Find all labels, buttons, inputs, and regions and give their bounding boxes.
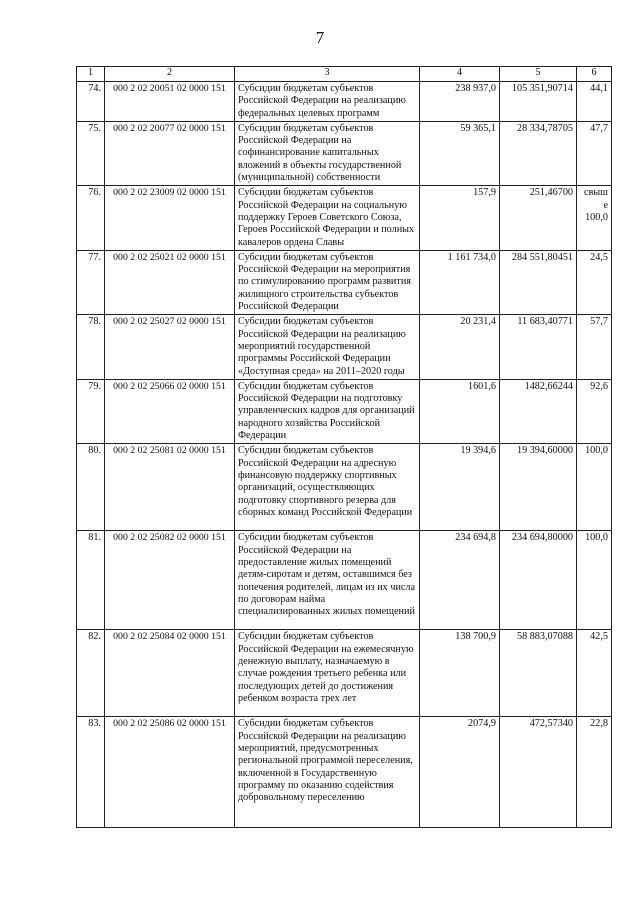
- execution-percent: свыше 100,0: [577, 186, 612, 250]
- budget-code: 000 2 02 20051 02 0000 151: [105, 82, 235, 122]
- budget-code: 000 2 02 23009 02 0000 151: [105, 186, 235, 250]
- actual-amount: 11 683,40771: [500, 315, 577, 379]
- execution-percent: 42,5: [577, 630, 612, 717]
- row-number: 83.: [77, 717, 105, 828]
- table-row: [77, 82, 612, 122]
- actual-amount: 234 694,80000: [500, 531, 577, 630]
- execution-percent: 92,6: [577, 379, 612, 443]
- row-number: 75.: [77, 121, 105, 185]
- execution-percent: 44,1: [577, 82, 612, 122]
- row-number: 81.: [77, 531, 105, 630]
- actual-amount: 28 334,78705: [500, 121, 577, 185]
- subsidy-name: Субсидии бюджетам субъектов Российской Федерации на мероприятия по стимулированию программ развития жилищного строительства субъектов Российской Федерации: [235, 250, 420, 314]
- page-number: 7: [315, 28, 325, 47]
- budget-code: 000 2 02 25066 02 0000 151: [105, 379, 235, 443]
- budget-code: 000 2 02 20077 02 0000 151: [105, 121, 235, 185]
- execution-percent: 100,0: [577, 531, 612, 630]
- subsidy-name: Субсидии бюджетам субъектов Российской Федерации на подготовку управленческих кадров для организаций народного хозяйства Российской Федерации: [235, 379, 420, 443]
- subsidy-name: Субсидии бюджетам субъектов Российской Федерации на предоставление жилых помещений детям-сиротам и детям, оставшимся без попечения родителей, лицам из их числа по договорам найма специализированных жилых помещений: [235, 531, 420, 630]
- execution-percent: 57,7: [577, 315, 612, 379]
- table-row: [77, 444, 612, 531]
- planned-amount: 238 937,0: [420, 82, 500, 122]
- header-col-3: 3: [235, 67, 420, 82]
- planned-amount: 2074,9: [420, 717, 500, 828]
- budget-table: [76, 66, 612, 828]
- actual-amount: 472,57340: [500, 717, 577, 828]
- actual-amount: 251,46700: [500, 186, 577, 250]
- planned-amount: 157,9: [420, 186, 500, 250]
- header-col-6: 6: [577, 67, 612, 82]
- actual-amount: 105 351,90714: [500, 82, 577, 122]
- subsidy-name: Субсидии бюджетам субъектов Российской Федерации на ежемесячную денежную выплату, назначаемую в случае рождения третьего ребенка или последующих детей до достижения ребенком возраста трех лет: [235, 630, 420, 717]
- budget-code: 000 2 02 25086 02 0000 151: [105, 717, 235, 828]
- row-number: 78.: [77, 315, 105, 379]
- execution-percent: 22,8: [577, 717, 612, 828]
- budget-code: 000 2 02 25027 02 0000 151: [105, 315, 235, 379]
- row-number: 82.: [77, 630, 105, 717]
- planned-amount: 19 394,6: [420, 444, 500, 531]
- execution-percent: 100,0: [577, 444, 612, 531]
- actual-amount: 284 551,80451: [500, 250, 577, 314]
- execution-percent: 47,7: [577, 121, 612, 185]
- subsidy-name: Субсидии бюджетам субъектов Российской Федерации на адресную финансовую поддержку спортивных организаций, осуществляющих подготовку спортивного резерва для сборных команд Российской Федерации: [235, 444, 420, 531]
- budget-code: 000 2 02 25084 02 0000 151: [105, 630, 235, 717]
- header-col-5: 5: [500, 67, 577, 82]
- budget-code: 000 2 02 25082 02 0000 151: [105, 531, 235, 630]
- header-col-1: 1: [77, 67, 105, 82]
- budget-code: 000 2 02 25021 02 0000 151: [105, 250, 235, 314]
- table-row: [77, 250, 612, 314]
- actual-amount: 1482,66244: [500, 379, 577, 443]
- subsidy-name: Субсидии бюджетам субъектов Российской Федерации на софинансирование капитальных вложений в объекты государственной (муниципальной) собственности: [235, 121, 420, 185]
- planned-amount: 1601,6: [420, 379, 500, 443]
- row-number: 80.: [77, 444, 105, 531]
- row-number: 79.: [77, 379, 105, 443]
- subsidy-name: Субсидии бюджетам субъектов Российской Федерации на реализацию федеральных целевых программ: [235, 82, 420, 122]
- table-row: [77, 531, 612, 630]
- row-number: 76.: [77, 186, 105, 250]
- header-col-4: 4: [420, 67, 500, 82]
- table-row: [77, 315, 612, 379]
- header-col-2: 2: [105, 67, 235, 82]
- subsidy-name: Субсидии бюджетам субъектов Российской Федерации на реализацию мероприятий, предусмотренных региональной программой переселения, включенной в Государственную программу по оказанию содействия добровольному переселению: [235, 717, 420, 828]
- table-row: [77, 630, 612, 717]
- planned-amount: 138 700,9: [420, 630, 500, 717]
- table-row: [77, 379, 612, 443]
- execution-percent: 24,5: [577, 250, 612, 314]
- table-header-row: [77, 67, 612, 82]
- row-number: 77.: [77, 250, 105, 314]
- table-row: [77, 186, 612, 250]
- planned-amount: 234 694,8: [420, 531, 500, 630]
- budget-code: 000 2 02 25081 02 0000 151: [105, 444, 235, 531]
- planned-amount: 20 231,4: [420, 315, 500, 379]
- actual-amount: 19 394,60000: [500, 444, 577, 531]
- subsidy-name: Субсидии бюджетам субъектов Российской Федерации на реализацию мероприятий государственной программы Российской Федерации «Доступная среда» на 2011–2020 годы: [235, 315, 420, 379]
- actual-amount: 58 883,07088: [500, 630, 577, 717]
- row-number: 74.: [77, 82, 105, 122]
- table-row: [77, 717, 612, 828]
- table-row: [77, 121, 612, 185]
- planned-amount: 1 161 734,0: [420, 250, 500, 314]
- planned-amount: 59 365,1: [420, 121, 500, 185]
- subsidy-name: Субсидии бюджетам субъектов Российской Федерации на социальную поддержку Героев Советского Союза, Героев Российской Федерации и полных кавалеров ордена Славы: [235, 186, 420, 250]
